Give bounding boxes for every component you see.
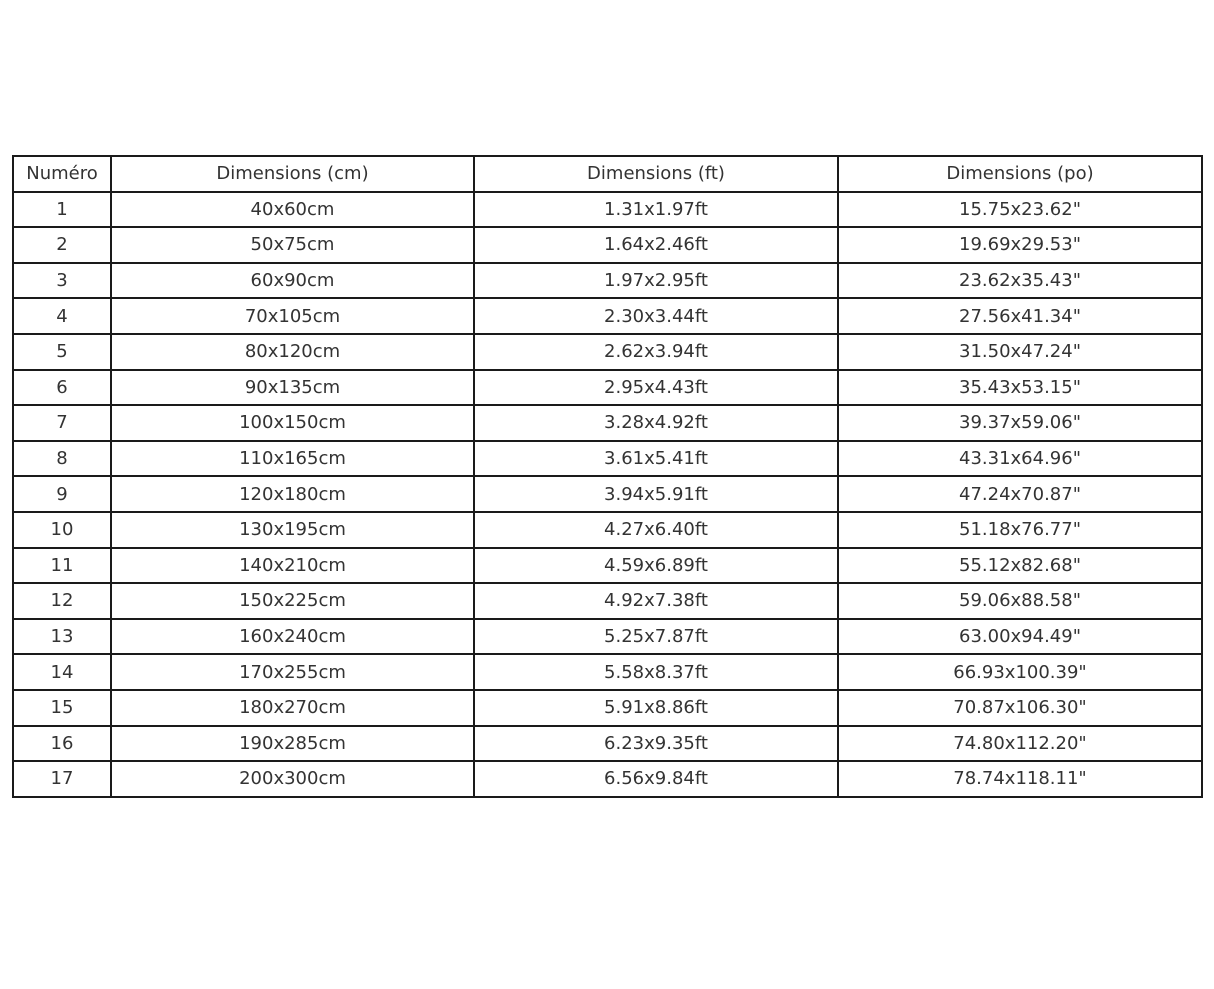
cell-numero: 4 [13, 298, 111, 334]
cell-po: 43.31x64.96" [838, 441, 1202, 477]
cell-cm: 130x195cm [111, 512, 474, 548]
cell-numero: 13 [13, 619, 111, 655]
column-header-po: Dimensions (po) [838, 156, 1202, 192]
column-header-cm: Dimensions (cm) [111, 156, 474, 192]
cell-cm: 100x150cm [111, 405, 474, 441]
table-header-row [13, 156, 1202, 192]
cell-ft: 3.94x5.91ft [474, 476, 838, 512]
cell-cm: 80x120cm [111, 334, 474, 370]
cell-cm: 60x90cm [111, 263, 474, 299]
table-row [13, 192, 1202, 228]
cell-ft: 5.25x7.87ft [474, 619, 838, 655]
table-row [13, 583, 1202, 619]
cell-cm: 40x60cm [111, 192, 474, 228]
cell-ft: 4.59x6.89ft [474, 548, 838, 584]
cell-cm: 140x210cm [111, 548, 474, 584]
cell-po: 70.87x106.30" [838, 690, 1202, 726]
cell-ft: 1.97x2.95ft [474, 263, 838, 299]
cell-numero: 9 [13, 476, 111, 512]
table-row [13, 548, 1202, 584]
cell-ft: 3.28x4.92ft [474, 405, 838, 441]
cell-numero: 14 [13, 654, 111, 690]
cell-ft: 4.27x6.40ft [474, 512, 838, 548]
cell-numero: 3 [13, 263, 111, 299]
cell-numero: 2 [13, 227, 111, 263]
column-header-ft: Dimensions (ft) [474, 156, 838, 192]
cell-po: 78.74x118.11" [838, 761, 1202, 797]
cell-numero: 16 [13, 726, 111, 762]
cell-ft: 5.58x8.37ft [474, 654, 838, 690]
cell-numero: 8 [13, 441, 111, 477]
dimensions-table [12, 155, 1203, 798]
cell-numero: 7 [13, 405, 111, 441]
cell-po: 47.24x70.87" [838, 476, 1202, 512]
cell-numero: 11 [13, 548, 111, 584]
cell-numero: 17 [13, 761, 111, 797]
table-row [13, 298, 1202, 334]
table-row [13, 726, 1202, 762]
cell-cm: 50x75cm [111, 227, 474, 263]
cell-po: 63.00x94.49" [838, 619, 1202, 655]
cell-po: 19.69x29.53" [838, 227, 1202, 263]
cell-po: 39.37x59.06" [838, 405, 1202, 441]
cell-po: 51.18x76.77" [838, 512, 1202, 548]
cell-cm: 170x255cm [111, 654, 474, 690]
cell-po: 59.06x88.58" [838, 583, 1202, 619]
cell-cm: 70x105cm [111, 298, 474, 334]
cell-cm: 110x165cm [111, 441, 474, 477]
cell-ft: 6.56x9.84ft [474, 761, 838, 797]
cell-po: 55.12x82.68" [838, 548, 1202, 584]
column-header-numero: Numéro [13, 156, 111, 192]
cell-ft: 3.61x5.41ft [474, 441, 838, 477]
table-row [13, 761, 1202, 797]
cell-cm: 120x180cm [111, 476, 474, 512]
cell-numero: 15 [13, 690, 111, 726]
cell-ft: 2.62x3.94ft [474, 334, 838, 370]
cell-cm: 160x240cm [111, 619, 474, 655]
cell-numero: 10 [13, 512, 111, 548]
table-body [13, 192, 1202, 797]
cell-po: 35.43x53.15" [838, 370, 1202, 406]
table-row [13, 619, 1202, 655]
cell-po: 23.62x35.43" [838, 263, 1202, 299]
table-row [13, 441, 1202, 477]
cell-numero: 12 [13, 583, 111, 619]
cell-cm: 190x285cm [111, 726, 474, 762]
cell-ft: 6.23x9.35ft [474, 726, 838, 762]
table-row [13, 227, 1202, 263]
cell-ft: 1.64x2.46ft [474, 227, 838, 263]
cell-ft: 2.30x3.44ft [474, 298, 838, 334]
cell-numero: 1 [13, 192, 111, 228]
cell-numero: 6 [13, 370, 111, 406]
cell-cm: 180x270cm [111, 690, 474, 726]
table-row [13, 370, 1202, 406]
cell-cm: 200x300cm [111, 761, 474, 797]
table-row [13, 263, 1202, 299]
table-row [13, 512, 1202, 548]
cell-po: 15.75x23.62" [838, 192, 1202, 228]
cell-numero: 5 [13, 334, 111, 370]
cell-po: 27.56x41.34" [838, 298, 1202, 334]
cell-po: 74.80x112.20" [838, 726, 1202, 762]
cell-cm: 150x225cm [111, 583, 474, 619]
table-row [13, 405, 1202, 441]
cell-cm: 90x135cm [111, 370, 474, 406]
table-row [13, 334, 1202, 370]
cell-ft: 4.92x7.38ft [474, 583, 838, 619]
cell-po: 66.93x100.39" [838, 654, 1202, 690]
table-row [13, 690, 1202, 726]
table-row [13, 654, 1202, 690]
cell-ft: 2.95x4.43ft [474, 370, 838, 406]
cell-ft: 5.91x8.86ft [474, 690, 838, 726]
table-row [13, 476, 1202, 512]
cell-ft: 1.31x1.97ft [474, 192, 838, 228]
cell-po: 31.50x47.24" [838, 334, 1202, 370]
